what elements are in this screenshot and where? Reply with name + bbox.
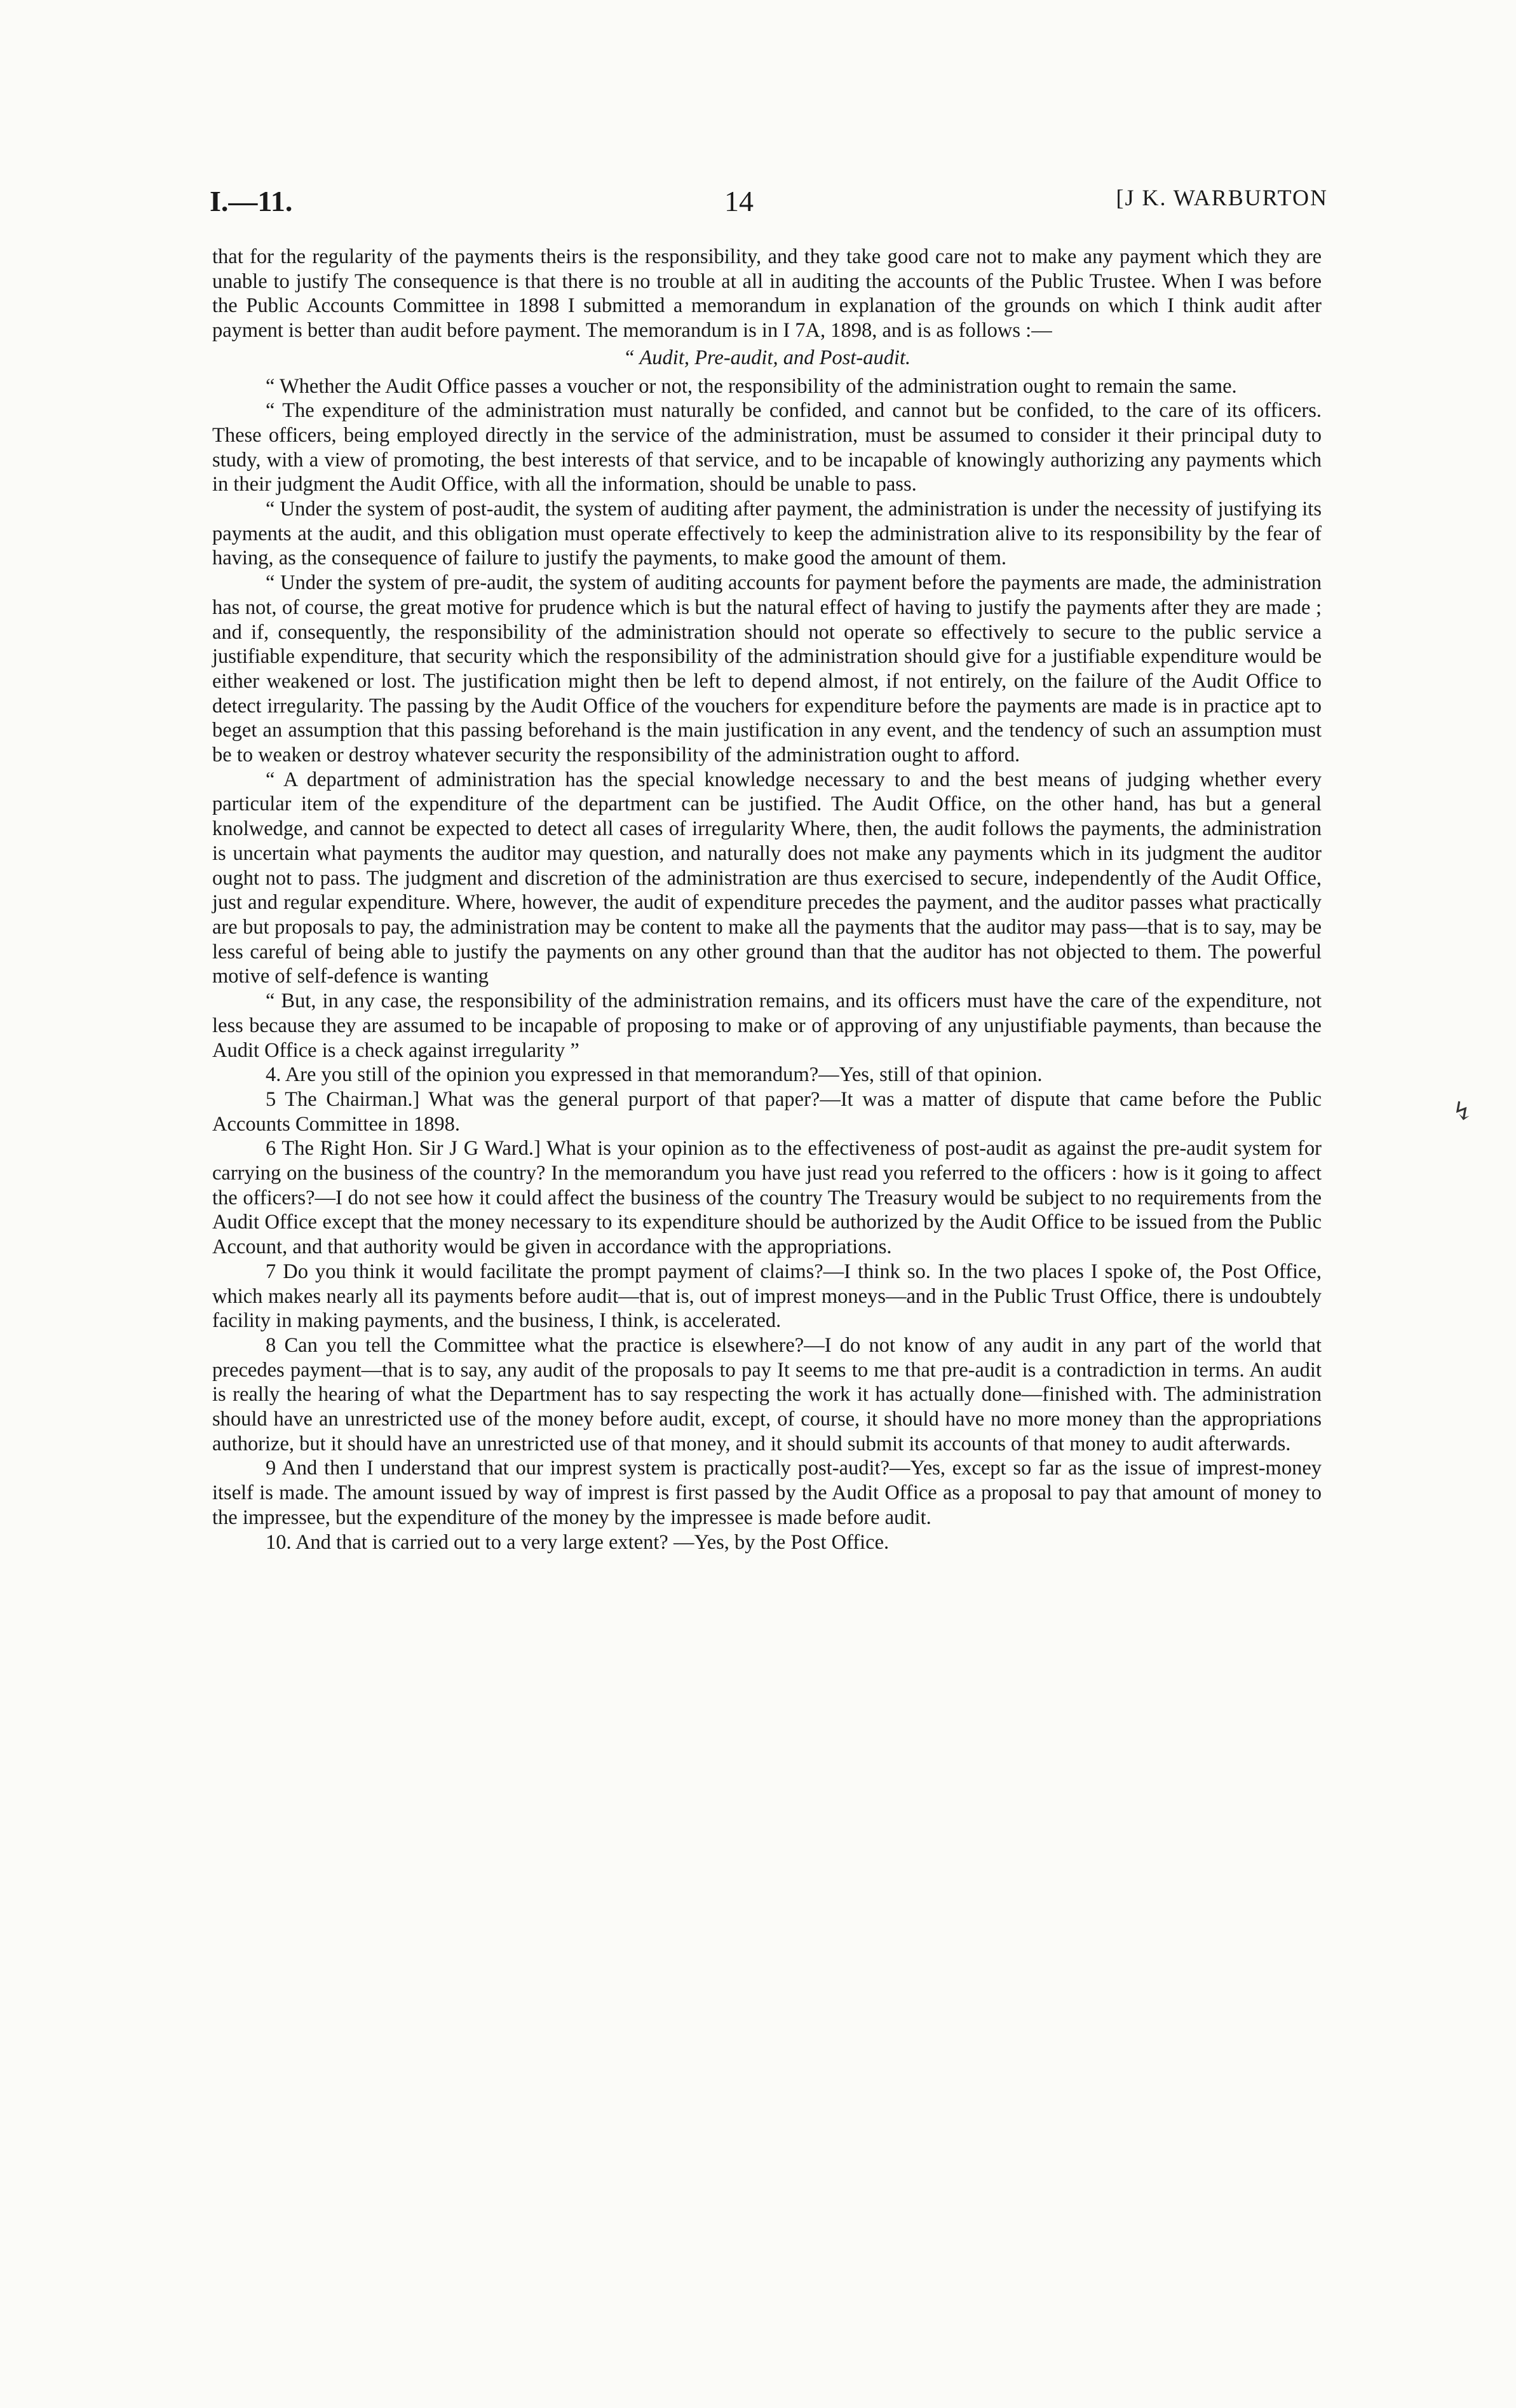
question-4: 4. Are you still of the opinion you expressed in that memorandum?—Yes, still of that opinion.	[266, 1063, 1043, 1087]
paragraph: “ The expenditure of the administration must naturally be confided, and cannot but be confided, to the care of its officers. These officers, being employed directly in the service of the administration, must be assumed to consider it their principal duty to study, with a view of promoting, the best interests of that service, and to be incapable of knowingly authorizing any payments which in their judgment the Audit Office, with all the information, should be unable to pass.	[212, 399, 1322, 496]
witness-name: [J K. WARBURTON	[1116, 185, 1328, 210]
page-header	[210, 184, 1328, 235]
paragraph: “ A department of administration has the special knowledge necessary to and the best means of judging whether every particular item of the expenditure of the department can be justified. The Audit Office, on the other hand, has but a general knolwedge, and cannot be expected to detect all cases of irregularity Where, then, the audit follows the payments, the administration is uncertain what payments the auditor may question, and naturally does not make any payments which in its judgment the auditor ought not to pass. The judgment and discretion of the administration are thus exercised to secure, independently of the Audit Office, just and regular expenditure. Where, however, the audit of expenditure precedes the payment, and the auditor passes what practically are but proposals to pay, the administration may be content to make all the payments that the auditor may pass—that is to say, may be less careful of being able to justify the payments on any other ground than that the auditor has not objected to them. The powerful motive of self-defence is wanting	[212, 768, 1322, 988]
question-9: 9 And then I understand that our imprest system is practically post-audit?—Yes, except so far as the issue of imprest-money itself is made. The amount issued by way of imprest is first passed by the Audit Office as a proposal to pay that amount of money to the impressee, but the expenditure of the money by the impressee is made before audit.	[212, 1457, 1322, 1529]
paragraph: “ Whether the Audit Office passes a voucher or not, the responsibility of the administration ought to remain the same.	[266, 374, 1237, 398]
margin-mark: ↯	[1452, 1097, 1473, 1126]
question-10: 10. And that is carried out to a very large extent? —Yes, by the Post Office.	[266, 1530, 890, 1554]
paragraph-intro: that for the regularity of the payments theirs is the responsibility, and they take good care not to make any payment which they are unable to justify The consequence is that there is no trouble at all in auditing the accounts of the Public Trustee. When I was before the Public Accounts Committee in 1898 I submitted a memorandum in explanation of the grounds on which I think audit after payment is better than audit before payment. The memorandum is in I 7A, 1898, and is as follows :—	[212, 245, 1322, 343]
question-7: 7 Do you think it would facilitate the prompt payment of claims?—I think so. In the two places I spoke of, the Post Office, which makes nearly all its payments before audit—that is, out of imprest moneys—and in the Public Trust Office, there is undoubtely facility in making payments, and the business, I think, is accelerated.	[212, 1260, 1322, 1333]
paper-number: I.—11.	[210, 185, 293, 217]
question-8: 8 Can you tell the Committee what the practice is elsewhere?—I do not know of any audit in any part of the world that precedes payment—that is to say, any audit of the proposals to pay It seems to me that pre-audit is a contradiction in terms. An audit is really the hearing of what the Department has to say respecting the work it has actually done—finished with. The administration should have an unrestricted use of the money before audit, except, of course, it should have no more money than the appropriations authorize, but it should have an unrestricted use of that money, and it should submit its accounts of that money to audit afterwards.	[212, 1333, 1322, 1455]
paragraph: “ Under the system of post-audit, the system of auditing after payment, the administration is under the necessity of justifying its payments at the audit, and this obligation must operate effectively to keep the administration alive to its responsibility by the fear of having, as the consequence of failure to justify the payments, to make good the amount of them.	[212, 498, 1322, 570]
memorandum-title: “ Audit, Pre-audit, and Post-audit.	[623, 346, 911, 369]
page-number: 14	[724, 185, 754, 217]
paragraph: “ Under the system of pre-audit, the system of auditing accounts for payment before the payments are made, the administration has not, of course, the great motive for prudence which is but the natural effect of having to justify the payments after they are made ; and if, consequently, the responsibility of the administration should not operate so effectively to secure to the public service a justifiable expenditure, that security which the responsibility of the administration should give for a justifiable expenditure would be either weakened or lost. The justification might then be left to depend almost, if not entirely, on the failure of the Audit Office to detect irregularity. The passing by the Audit Office of the vouchers for expenditure before the payments are made is in practice apt to beget an assumption that this passing beforehand is the main justification in any event, and the tendency of such an assumption must be to weaken or destroy whatever security the responsibility of the administration ought to afford.	[212, 571, 1322, 767]
paragraph: “ But, in any case, the responsibility of the administration remains, and its officers must have the care of the expenditure, not less because they are assumed to be incapable of proposing to make or of approving of any unjustifiable payments, than because the Audit Office is a check against irregularity ”	[212, 990, 1322, 1062]
page-body	[212, 245, 1322, 1554]
question-5: 5 The Chairman.] What was the general purport of that paper?—It was a matter of dispute that came before the Public Accounts Committee in 1898.	[212, 1087, 1322, 1136]
question-6: 6 The Right Hon. Sir J G Ward.] What is your opinion as to the effectiveness of post-audit as against the pre-audit system for carrying on the business of the country? In the memorandum you have just read you referred to the officers : how is it going to affect the officers?—I do not see how it could affect the business of the country The Treasury would be subject to no requirements from the Audit Office except that the money necessary to its expenditure should be authorized by the Audit Office to be issued from the Public Account, and that authority would be given in accordance with the appropriations.	[212, 1137, 1322, 1259]
